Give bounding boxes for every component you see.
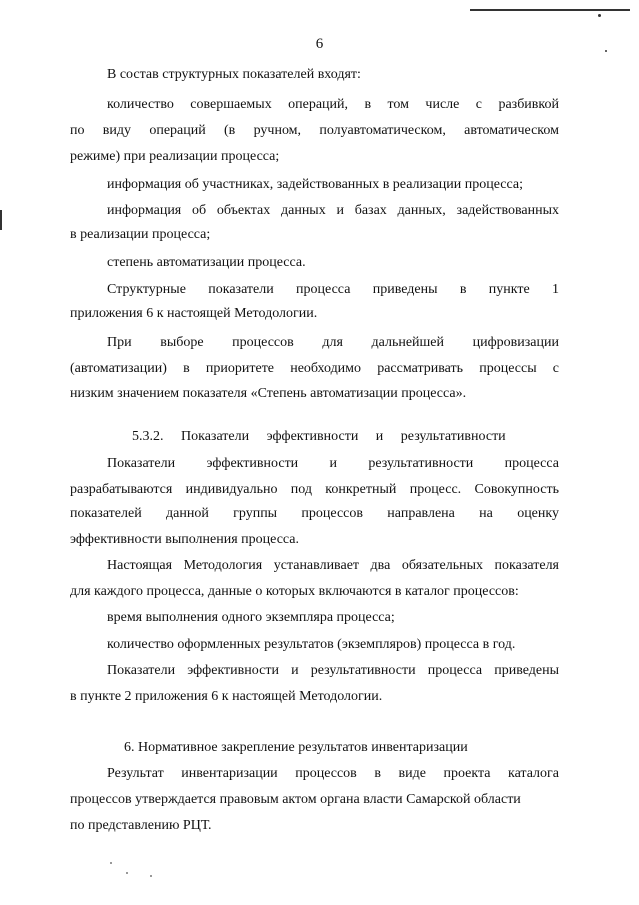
- paragraph-line: Показатели эффективности и результативности процесса приведены: [107, 663, 559, 678]
- paragraph-line: Результат инвентаризации процессов в виде проекта каталога: [107, 766, 559, 781]
- scan-edge-line: [470, 9, 630, 11]
- paragraph-line: процессов утверждается правовым актом органа власти Самарской области: [70, 792, 521, 807]
- paragraph-line: низким значением показателя «Степень автоматизации процесса».: [70, 386, 467, 401]
- list-item-line: количество совершаемых операций, в том числе с разбивкой: [107, 97, 559, 112]
- list-item-line: время выполнения одного экземпляра процесса;: [107, 610, 395, 625]
- list-item-line: режиме) при реализации процесса;: [70, 149, 280, 164]
- list-item-line: в реализации процесса;: [70, 227, 211, 242]
- scan-edge-mark: [0, 210, 2, 230]
- list-item-line: информация об объектах данных и базах данных, задействованных: [107, 203, 559, 218]
- paragraph-line: эффективности выполнения процесса.: [70, 532, 300, 547]
- paragraph-line: Структурные показатели процесса приведены в пункте 1: [107, 282, 559, 297]
- section-heading-5-3-2: 5.3.2. Показатели эффективности и результативности: [132, 429, 506, 444]
- paragraph-line: В состав структурных показателей входят:: [107, 67, 361, 82]
- paragraph-line: для каждого процесса, данные о которых включаются в каталог процессов:: [70, 584, 519, 599]
- paragraph-line: (автоматизации) в приоритете необходимо рассматривать процессы с: [70, 361, 559, 376]
- list-item-line: по виду операций (в ручном, полуавтоматическом, автоматическом: [70, 123, 559, 138]
- paragraph-line: Настоящая Методология устанавливает два обязательных показателя: [107, 558, 559, 573]
- list-item-line: степень автоматизации процесса.: [107, 255, 306, 270]
- scan-dot: [605, 50, 607, 52]
- paragraph-line: по представлению РЦТ.: [70, 818, 212, 833]
- paragraph-line: Показатели эффективности и результативности процесса: [107, 456, 559, 471]
- list-item-line: информация об участниках, задействованных в реализации процесса;: [107, 177, 523, 192]
- paragraph-line: в пункте 2 приложения 6 к настоящей Методологии.: [70, 689, 383, 704]
- paragraph-line: разрабатываются индивидуально под конкретный процесс. Совокупность: [70, 482, 559, 497]
- scan-dot: [598, 14, 601, 17]
- list-item-line: количество оформленных результатов (экземпляров) процесса в год.: [107, 637, 516, 652]
- scan-speck: [150, 875, 152, 877]
- page-number: 6: [315, 36, 324, 52]
- paragraph-line: приложения 6 к настоящей Методологии.: [70, 306, 318, 321]
- paragraph-line: При выборе процессов для дальнейшей цифровизации: [107, 335, 559, 350]
- paragraph-line: показателей данной группы процессов направлена на оценку: [70, 506, 559, 521]
- section-heading-6: 6. Нормативное закрепление результатов инвентаризации: [124, 740, 468, 755]
- scan-speck: [126, 872, 128, 874]
- scan-speck: [110, 862, 112, 864]
